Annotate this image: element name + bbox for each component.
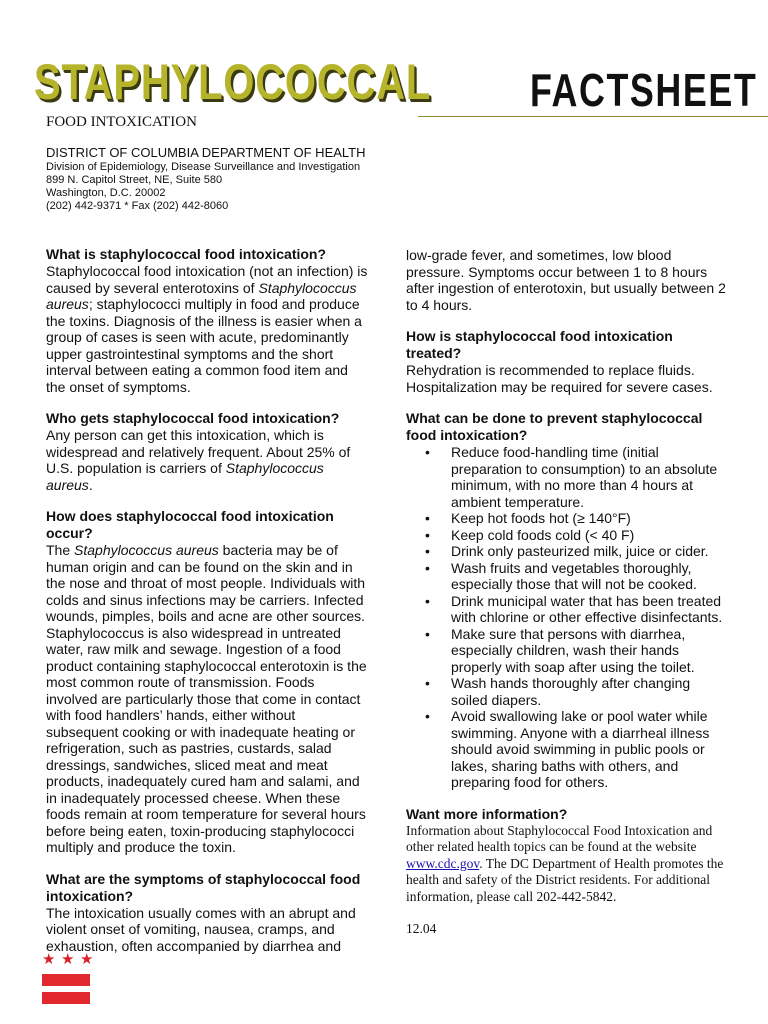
list-item: • Keep hot foods hot (≥ 140°F) — [425, 510, 631, 526]
question-heading: What is staphylococcal food intoxication? — [46, 246, 327, 262]
cdc-link[interactable]: www.cdc.gov — [406, 855, 480, 871]
bullet-icon: • — [425, 526, 430, 543]
answer-paragraph: Rehydration is recommended to replace fluids. Hospitalization may be required for severe cases. — [406, 362, 713, 395]
address-line-1: 899 N. Capitol Street, NE, Suite 580 — [46, 174, 223, 186]
more-info-paragraph: Information about Staphylococcal Food Intoxication and other related health topics can be found at the website www.cdc.gov. The DC Department of Health promotes the health and safety of the District residents. For additional information, please call 202-442-5842. — [406, 822, 724, 904]
department-block — [46, 145, 376, 213]
answer-paragraph: The Staphylococcus aureus bacteria may be of human origin and can be found on the skin and in the nose and throat of most people. Individuals with colds and sinus infections may be carriers. Infected wounds, pimples, boils and acne are other sources. Staphylococcus is also widespread in untreated water, raw milk and sewage. Ingestion of a food product containing staphylococcal enterotoxin is the most common route of transmission. Foods involved are particularly those that come in contact with food handlers’ hands, either without subsequent cooking or with inadequate heating or refrigeration, such as pastries, custards, salad dressings, sandwiches, sliced meat and meat products, inadequately cured ham and salami, and in inadequately processed cheese. When these foods remain at room temperature for several hours before being eaten, toxin-producing staphylococci multiply and produce the toxin. — [46, 542, 367, 855]
prevention-list — [406, 444, 728, 791]
list-item: • Reduce food-handling time (initial preparation to consumption) to an absolute minimum, with no more than 4 hours at ambient temperature. — [425, 444, 718, 510]
list-item: • Keep cold foods cold (< 40 F) — [425, 526, 635, 543]
question-heading: What are the symptoms of staphylococcal food intoxication? — [46, 870, 361, 904]
right-column — [406, 247, 728, 937]
question-heading: How is staphylococcal food intoxication treated? — [406, 328, 673, 361]
factsheet-label: FACTSHEET — [530, 64, 758, 116]
question-heading: What can be done to prevent staphylococcal food intoxication? — [406, 410, 703, 443]
bullet-icon: • — [425, 625, 430, 642]
question-heading: Want more information? — [406, 805, 568, 822]
answer-paragraph: low-grade fever, and sometimes, low blood pressure. Symptoms occur between 1 to 8 hours after ingestion of enterotoxin, but usually between 2 to 4 hours. — [406, 247, 726, 313]
division-name: Division of Epidemiology, Disease Surveillance and Investigation — [46, 161, 361, 173]
header-rule — [418, 116, 768, 117]
flag-bar — [42, 974, 90, 986]
answer-paragraph: Staphylococcal food intoxication (not an infection) is caused by several enterotoxins of Staphylococcus aureus; staphylococci multiply in food and produce the toxins. Diagnosis of the illness is easier when a group of cases is seen with acute, predominantly upper gastrointestinal symptoms and the short interval between eating a common food item and the onset of symptoms. — [46, 263, 368, 395]
list-item: • Drink municipal water that has been treated with chlorine or other effective disinfectants. — [425, 592, 723, 625]
list-item: • Avoid swallowing lake or pool water while swimming. Anyone with a diarrheal illness should avoid swimming in public pools or lakes, sharing baths with others, and preparing food for others. — [425, 708, 710, 790]
bullet-icon: • — [425, 592, 430, 609]
star-icon: ★ — [42, 951, 56, 968]
left-column — [46, 246, 368, 954]
dc-flag-logo — [42, 952, 92, 1006]
bullet-icon: • — [425, 543, 430, 559]
revision-date: 12.04 — [406, 921, 437, 936]
answer-paragraph: The intoxication usually comes with an abrupt and violent onset of vomiting, nausea, cramps, and exhaustion, often accompanied by diarrhea and — [46, 904, 356, 954]
flag-bar — [42, 992, 90, 1004]
list-item: • Make sure that persons with diarrhea, especially children, wash their hands properly with soap after using the toilet. — [425, 625, 695, 675]
answer-paragraph: Any person can get this intoxication, which is widespread and relatively frequent. About 25% of U.S. population is carriers of Staphylococcus aureus. — [46, 427, 351, 493]
question-heading: How does staphylococcal food intoxication occur? — [46, 508, 334, 541]
question-heading: Who gets staphylococcal food intoxication? — [46, 410, 340, 426]
factsheet-title: STAPHYLOCOCCAL — [34, 54, 432, 110]
phone-fax: (202) 442-9371 * Fax (202) 442-8060 — [46, 200, 229, 212]
page-subtitle: FOOD INTOXICATION — [46, 114, 197, 130]
bullet-icon: • — [425, 675, 430, 691]
bullet-icon: • — [425, 510, 430, 526]
star-icon: ★ — [80, 951, 94, 968]
list-item: • Wash hands thoroughly after changing soiled diapers. — [425, 675, 691, 708]
star-icon: ★ — [61, 951, 75, 968]
department-name: DISTRICT OF COLUMBIA DEPARTMENT OF HEALTH — [46, 145, 366, 160]
list-item: • Drink only pasteurized milk, juice or cider. — [425, 543, 709, 559]
list-item: • Wash fruits and vegetables thoroughly, especially those that will not be cooked. — [425, 559, 697, 592]
bullet-icon: • — [425, 559, 430, 576]
bullet-icon: • — [425, 708, 430, 724]
bullet-icon: • — [425, 444, 430, 460]
address-line-2: Washington, D.C. 20002 — [46, 187, 166, 199]
